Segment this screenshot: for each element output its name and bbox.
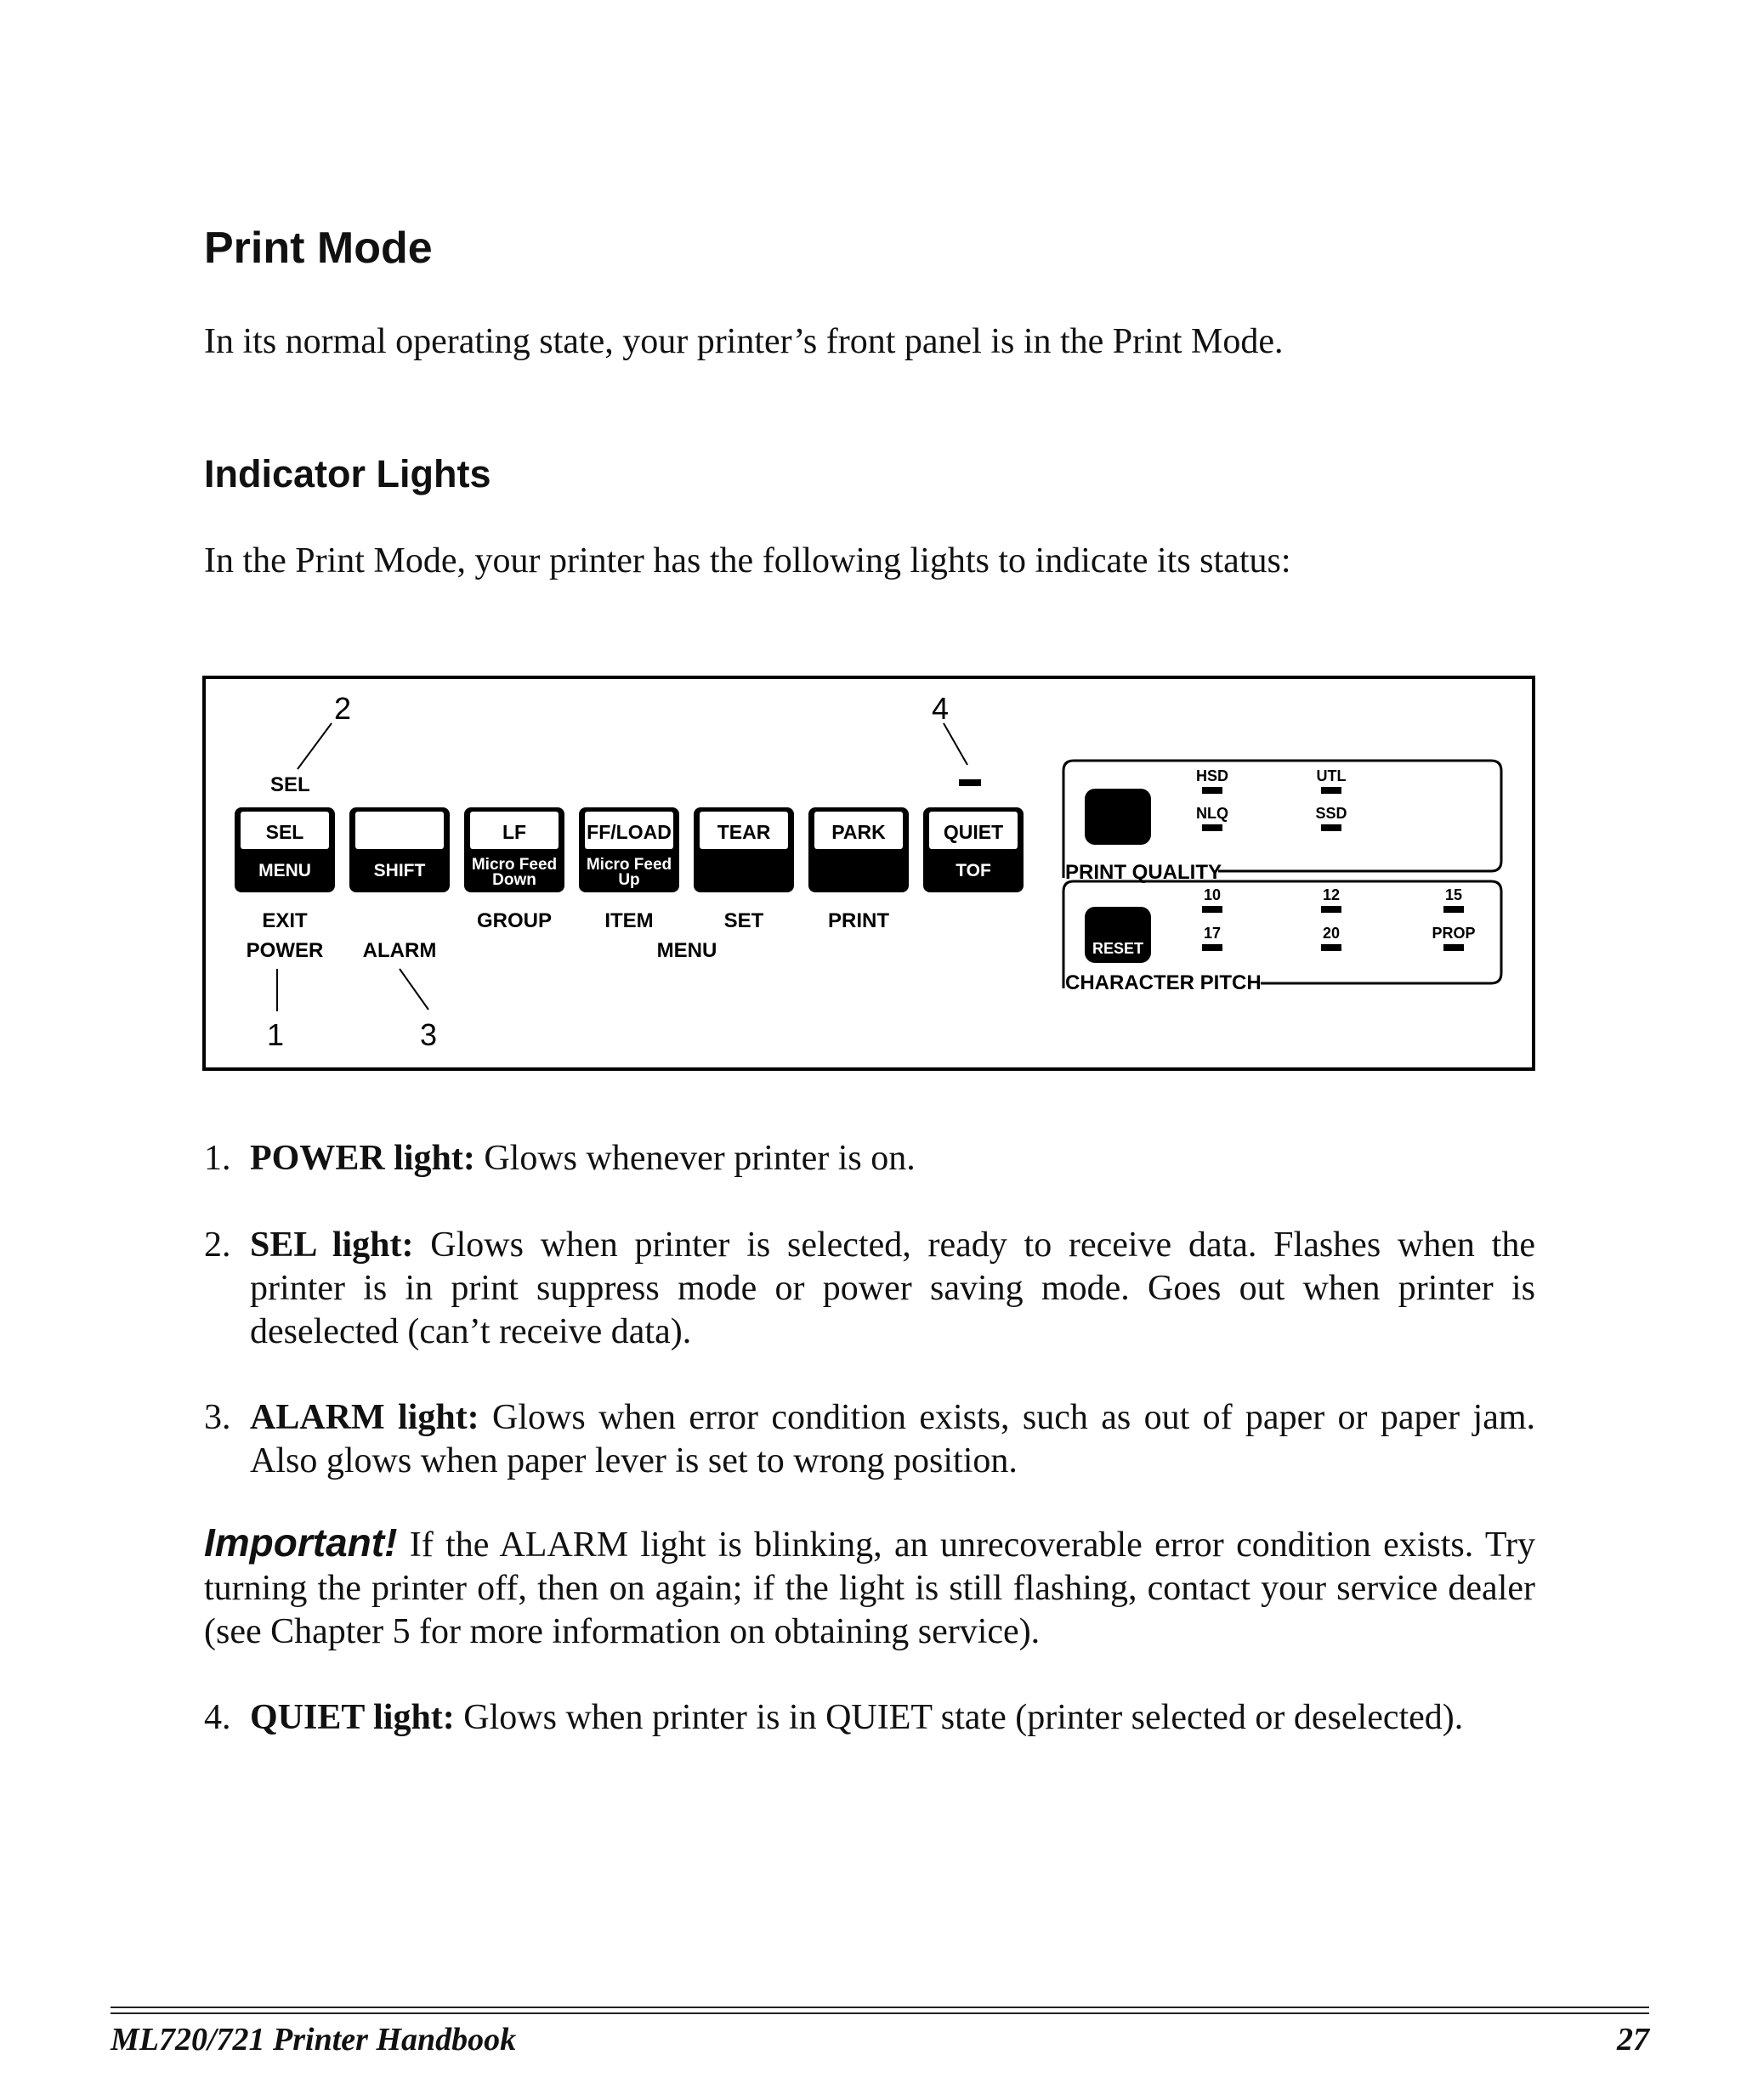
item-label: SEL light: bbox=[250, 1225, 414, 1265]
quiet-tof-key[interactable] bbox=[923, 807, 1024, 892]
sel-menu-key[interactable] bbox=[235, 807, 335, 892]
list-item-alarm: 3. ALARM light: Glows when error condition exists, such as out of paper or paper jam. Also glows when paper lever is set to wrong position. bbox=[204, 1398, 1536, 1480]
callout-1: 1 bbox=[267, 1017, 285, 1052]
callout-3: 3 bbox=[420, 1017, 438, 1052]
svg-text:MENU: MENU bbox=[258, 861, 311, 880]
important-label: Important! bbox=[204, 1520, 398, 1565]
item-label: ITEM bbox=[604, 909, 654, 932]
svg-text:Down: Down bbox=[492, 871, 536, 889]
park-key[interactable] bbox=[808, 807, 909, 892]
reset-label: RESET bbox=[1092, 940, 1144, 957]
power-label: POWER bbox=[246, 939, 324, 962]
exit-label: EXIT bbox=[262, 909, 308, 932]
list-item-power: 1. POWER light: Glows whenever printer is on. bbox=[204, 1139, 916, 1178]
pitch-17-label: 17 bbox=[1203, 925, 1222, 942]
important-text: If the ALARM light is blinking, an unrecoverable error condition exists. Try turning the printer off, then on again; if the light is still flashing, contact your service dealer (see Chapter 5 for more information on obtaining service). bbox=[204, 1525, 1535, 1651]
utl-indicator bbox=[1321, 787, 1341, 794]
svg-text:PARK: PARK bbox=[831, 821, 886, 843]
shift-key[interactable] bbox=[349, 807, 450, 892]
callout-4: 4 bbox=[932, 691, 950, 726]
pitch-10-label: 10 bbox=[1203, 886, 1222, 903]
character-pitch-label: CHARACTER PITCH bbox=[1065, 971, 1262, 994]
list-item-quiet: 4. QUIET light: Glows when printer is in QUIET state (printer selected or deselected). bbox=[204, 1698, 1464, 1737]
pitch-prop-indicator bbox=[1443, 944, 1464, 951]
sel-light-label: SEL bbox=[270, 773, 310, 796]
svg-text:TEAR: TEAR bbox=[717, 821, 771, 843]
print-quality-label: PRINT QUALITY bbox=[1065, 861, 1222, 884]
item-label: POWER light: bbox=[250, 1139, 475, 1178]
item-label: QUIET light: bbox=[250, 1698, 455, 1737]
nlq-label: NLQ bbox=[1196, 805, 1228, 822]
quiet-indicator-light bbox=[959, 779, 981, 786]
hsd-indicator bbox=[1202, 787, 1222, 794]
callout-2: 2 bbox=[334, 691, 352, 726]
item-label: ALARM light: bbox=[250, 1398, 479, 1437]
print-quality-button[interactable] bbox=[1085, 789, 1151, 845]
set-label: SET bbox=[723, 909, 764, 932]
footer-rule bbox=[111, 2012, 1649, 2014]
alarm-label: ALARM bbox=[362, 939, 437, 962]
list-item-sel: 2. SEL light: Glows when printer is selected, ready to receive data. Flashes when the printer is in print suppress mode or power saving mode. Goes out when printer is deselected (can’t receive data). bbox=[204, 1225, 1535, 1351]
svg-text:QUIET: QUIET bbox=[943, 821, 1004, 843]
ssd-label: SSD bbox=[1315, 805, 1347, 822]
svg-text:Up: Up bbox=[618, 871, 640, 889]
pitch-12-label: 12 bbox=[1322, 886, 1341, 903]
intro-paragraph: In its normal operating state, your printer’s front panel is in the Print Mode. bbox=[204, 322, 1284, 361]
footer-title: ML720/721 Printer Handbook bbox=[111, 2022, 517, 2058]
print-label: PRINT bbox=[828, 909, 889, 932]
tear-key[interactable] bbox=[694, 807, 794, 892]
page-number: 27 bbox=[1617, 2022, 1649, 2058]
pitch-15-label: 15 bbox=[1444, 886, 1463, 903]
svg-text:LF: LF bbox=[502, 821, 527, 843]
svg-text:Micro Feed: Micro Feed bbox=[586, 856, 672, 874]
svg-text:TOF: TOF bbox=[956, 861, 991, 880]
svg-text:Micro Feed: Micro Feed bbox=[471, 856, 558, 874]
utl-label: UTL bbox=[1316, 767, 1347, 784]
pitch-10-indicator bbox=[1202, 906, 1222, 913]
pitch-20-label: 20 bbox=[1322, 925, 1341, 942]
section-title: Indicator Lights bbox=[204, 452, 491, 495]
ff-load-key[interactable] bbox=[579, 807, 679, 892]
menu-label: MENU bbox=[656, 939, 717, 962]
pitch-12-indicator bbox=[1321, 906, 1341, 913]
svg-text:SHIFT: SHIFT bbox=[373, 861, 426, 880]
pitch-20-indicator bbox=[1321, 944, 1341, 951]
lf-key[interactable] bbox=[464, 807, 564, 892]
item-text: Glows when printer is selected, ready to receive data. Flashes when the printer is in print suppress mode or power saving mode. Goes out when printer is deselected (can’t receive data). bbox=[250, 1225, 1535, 1351]
nlq-indicator bbox=[1202, 824, 1222, 831]
ssd-indicator bbox=[1321, 824, 1341, 831]
pitch-15-indicator bbox=[1443, 906, 1464, 913]
footer-rule bbox=[111, 2007, 1649, 2008]
hsd-label: HSD bbox=[1195, 767, 1229, 784]
svg-text:FF/LOAD: FF/LOAD bbox=[587, 821, 672, 843]
svg-text:SEL: SEL bbox=[265, 821, 304, 843]
front-panel-diagram bbox=[202, 676, 1535, 1071]
item-text: Glows whenever printer is on. bbox=[474, 1139, 916, 1178]
item-text: Glows when error condition exists, such as out of paper or paper jam. Also glows when paper lever is set to wrong position. bbox=[250, 1398, 1536, 1480]
pitch-prop-label: PROP bbox=[1432, 925, 1476, 942]
pitch-17-indicator bbox=[1202, 944, 1222, 951]
page-title: Print Mode bbox=[204, 224, 433, 273]
group-label: GROUP bbox=[476, 909, 553, 932]
section-intro: In the Print Mode, your printer has the following lights to indicate its status: bbox=[204, 541, 1291, 580]
item-text: Glows when printer is in QUIET state (printer selected or deselected). bbox=[454, 1698, 1464, 1737]
important-note bbox=[204, 1521, 1535, 1654]
